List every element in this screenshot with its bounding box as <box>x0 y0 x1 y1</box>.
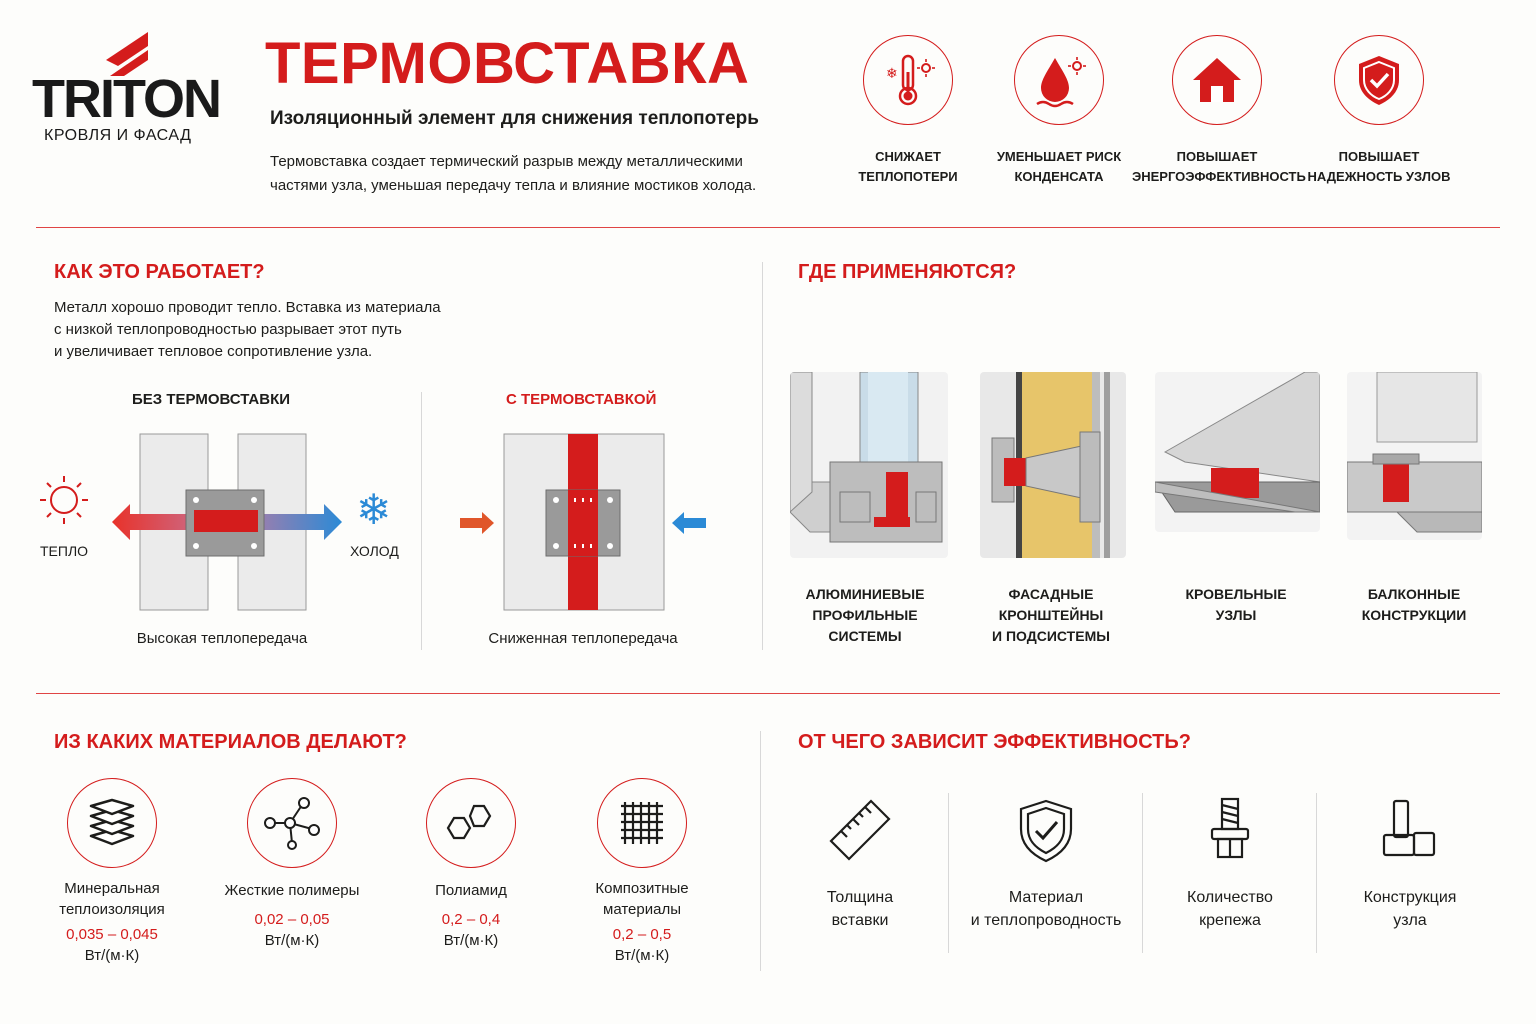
benefit-reliability <box>1294 35 1464 187</box>
how-text-line: Металл хорошо проводит тепло. Вставка из материала <box>54 299 441 316</box>
material-unit: Вт/(м·К) <box>84 947 140 964</box>
benefit-circle <box>1014 35 1104 125</box>
material-name-line: Жесткие полимеры <box>224 882 360 899</box>
benefit-label <box>1294 147 1464 187</box>
material-polyamide <box>391 778 551 949</box>
application-label-line: БАЛКОННЫЕ <box>1367 586 1461 602</box>
divider <box>762 262 763 650</box>
application-aluminium <box>775 584 955 647</box>
cold-label: ХОЛОД <box>350 543 399 559</box>
material-unit: Вт/(м·К) <box>264 932 320 949</box>
factor-label-line: крепежа <box>1199 912 1261 929</box>
brand-tagline: КРОВЛЯ И ФАСАД <box>44 127 192 144</box>
benefit-reduce-heat-loss <box>823 35 993 187</box>
material-name-line: Минеральная <box>64 880 160 897</box>
balcony-image <box>1347 372 1482 540</box>
how-text-line: и увеличивает тепловое сопротивление узла. <box>54 343 373 360</box>
bolt-icon <box>1200 795 1260 865</box>
roof-node-image <box>1155 372 1320 532</box>
benefit-label-line: КОНДЕНСАТА <box>1014 169 1104 184</box>
thermometer-icon <box>878 50 938 110</box>
material-name-line: материалы <box>603 901 681 918</box>
hexagon-icon <box>440 796 502 850</box>
material-name <box>32 878 192 920</box>
benefit-label <box>974 147 1144 187</box>
with-insert-diagram <box>456 430 716 620</box>
factor-label-line: Количество <box>1187 889 1273 906</box>
factor-material <box>956 790 1136 932</box>
benefit-energy-efficiency <box>1132 35 1306 187</box>
factors-heading: ОТ ЧЕГО ЗАВИСИТ ЭФФЕКТИВНОСТЬ? <box>798 731 1191 753</box>
benefit-label <box>1132 147 1306 187</box>
factor-thickness <box>770 790 950 932</box>
benefit-label <box>823 147 993 187</box>
factor-icon-wrap <box>956 790 1136 870</box>
material-name-line: теплоизоляция <box>59 901 165 918</box>
description-line: Термовставка создает термический разрыв между металлическими <box>270 153 743 170</box>
blocks-icon <box>1378 795 1442 865</box>
material-circle <box>597 778 687 868</box>
benefit-label-line: НАДЕЖНОСТЬ УЗЛОВ <box>1307 169 1451 184</box>
material-unit: Вт/(м·К) <box>443 932 499 949</box>
material-value: 0,02 – 0,05 <box>254 911 330 928</box>
benefit-label-line: УМЕНЬШАЕТ РИСК <box>996 149 1122 164</box>
factor-label-line: Толщина <box>826 889 894 906</box>
factor-label <box>770 886 950 932</box>
factor-label <box>1140 886 1320 932</box>
material-circle <box>247 778 337 868</box>
description-line: частями узла, уменьшая передачу тепла и влияние мостиков холода. <box>270 177 757 194</box>
page-description <box>270 150 810 198</box>
material-circle <box>426 778 516 868</box>
material-value: 0,035 – 0,045 <box>66 926 158 943</box>
aluminium-profile-image <box>790 372 948 558</box>
how-text-line: с низкой теплопроводностью разрывает этот путь <box>54 321 402 338</box>
without-caption: Высокая теплопередача <box>136 630 308 647</box>
factor-icon-wrap <box>1140 790 1320 870</box>
layers-icon <box>85 796 139 850</box>
shield-check-icon <box>1011 795 1081 865</box>
application-label-line: КРОВЕЛЬНЫЕ <box>1185 586 1287 602</box>
benefit-label-line: ЭНЕРГОЭФФЕКТИВНОСТЬ <box>1132 169 1306 184</box>
application-label-line: УЗЛЫ <box>1215 607 1257 623</box>
material-composite <box>562 778 722 964</box>
material-value: 0,2 – 0,5 <box>612 926 672 943</box>
ruler-icon <box>825 795 895 865</box>
drop-icon <box>1029 50 1089 110</box>
benefit-label-line: СНИЖАЕТ <box>875 149 941 164</box>
factor-label-line: Материал <box>1008 889 1084 906</box>
how-text <box>54 297 514 363</box>
application-label-line: И ПОДСИСТЕМЫ <box>992 628 1110 644</box>
material-polymers <box>212 778 372 949</box>
factor-icon-wrap <box>770 790 950 870</box>
application-label-line: КОНСТРУКЦИИ <box>1361 607 1467 623</box>
sun-icon <box>40 476 88 524</box>
material-name <box>562 878 722 920</box>
factor-label <box>1320 886 1500 932</box>
grid-icon <box>615 796 669 850</box>
material-name-line: Композитные <box>595 880 689 897</box>
benefit-label-line: ТЕПЛОПОТЕРИ <box>858 169 958 184</box>
facade-bracket-image <box>980 372 1126 558</box>
materials-heading: ИЗ КАКИХ МАТЕРИАЛОВ ДЕЛАЮТ? <box>54 731 407 753</box>
material-unit: Вт/(м·К) <box>614 947 670 964</box>
page-title: ТЕРМОВСТАВКА <box>265 31 750 96</box>
with-caption: Сниженная теплопередача <box>488 630 678 647</box>
application-facade <box>976 584 1126 647</box>
where-heading: ГДЕ ПРИМЕНЯЮТСЯ? <box>798 261 1017 283</box>
with-label: С ТЕРМОВСТАВКОЙ <box>506 391 657 408</box>
benefit-circle <box>1172 35 1262 125</box>
application-label-line: КРОНШТЕЙНЫ <box>998 607 1104 623</box>
divider <box>36 693 1500 694</box>
factor-label-line: вставки <box>831 912 889 929</box>
factor-label <box>956 886 1136 932</box>
page-subtitle: Изоляционный элемент для снижения теплопотерь <box>270 108 759 129</box>
benefit-label-line: ПОВЫШАЕТ <box>1176 149 1258 164</box>
without-label: БЕЗ ТЕРМОВСТАВКИ <box>132 391 291 408</box>
molecule-icon <box>262 793 322 853</box>
benefit-circle <box>863 35 953 125</box>
brand-logo <box>30 30 230 150</box>
how-heading: КАК ЭТО РАБОТАЕТ? <box>54 261 265 283</box>
application-roof <box>1166 584 1306 626</box>
material-name <box>391 880 551 901</box>
factor-fasteners <box>1140 790 1320 932</box>
divider <box>421 392 422 650</box>
svg-text:❄: ❄ <box>356 485 392 534</box>
application-label-line: ФАСАДНЫЕ <box>1008 586 1094 602</box>
brand-name: TRITON <box>32 69 220 129</box>
heat-label: ТЕПЛО <box>40 543 89 559</box>
factor-label-line: узла <box>1393 912 1427 929</box>
shield-icon <box>1349 50 1409 110</box>
svg-text:❄: ❄ <box>886 66 898 82</box>
factor-label-line: Конструкция <box>1363 889 1457 906</box>
factor-icon-wrap <box>1320 790 1500 870</box>
benefit-label-line: ПОВЫШАЕТ <box>1338 149 1420 164</box>
material-name-line: Полиамид <box>435 882 507 899</box>
factor-label-line: и теплопроводность <box>970 912 1122 929</box>
without-insert-diagram <box>34 430 404 620</box>
material-mineral <box>32 778 192 964</box>
house-icon <box>1187 50 1247 110</box>
divider <box>36 227 1500 228</box>
benefit-circle <box>1334 35 1424 125</box>
application-label-line: ПРОФИЛЬНЫЕ СИСТЕМЫ <box>812 607 918 644</box>
material-value: 0,2 – 0,4 <box>441 911 501 928</box>
application-label-line: АЛЮМИНИЕВЫЕ <box>805 586 925 602</box>
divider <box>760 731 761 971</box>
factor-construction <box>1320 790 1500 932</box>
application-balcony <box>1344 584 1484 626</box>
material-circle <box>67 778 157 868</box>
material-name <box>212 880 372 901</box>
benefit-reduce-condensate <box>974 35 1144 187</box>
